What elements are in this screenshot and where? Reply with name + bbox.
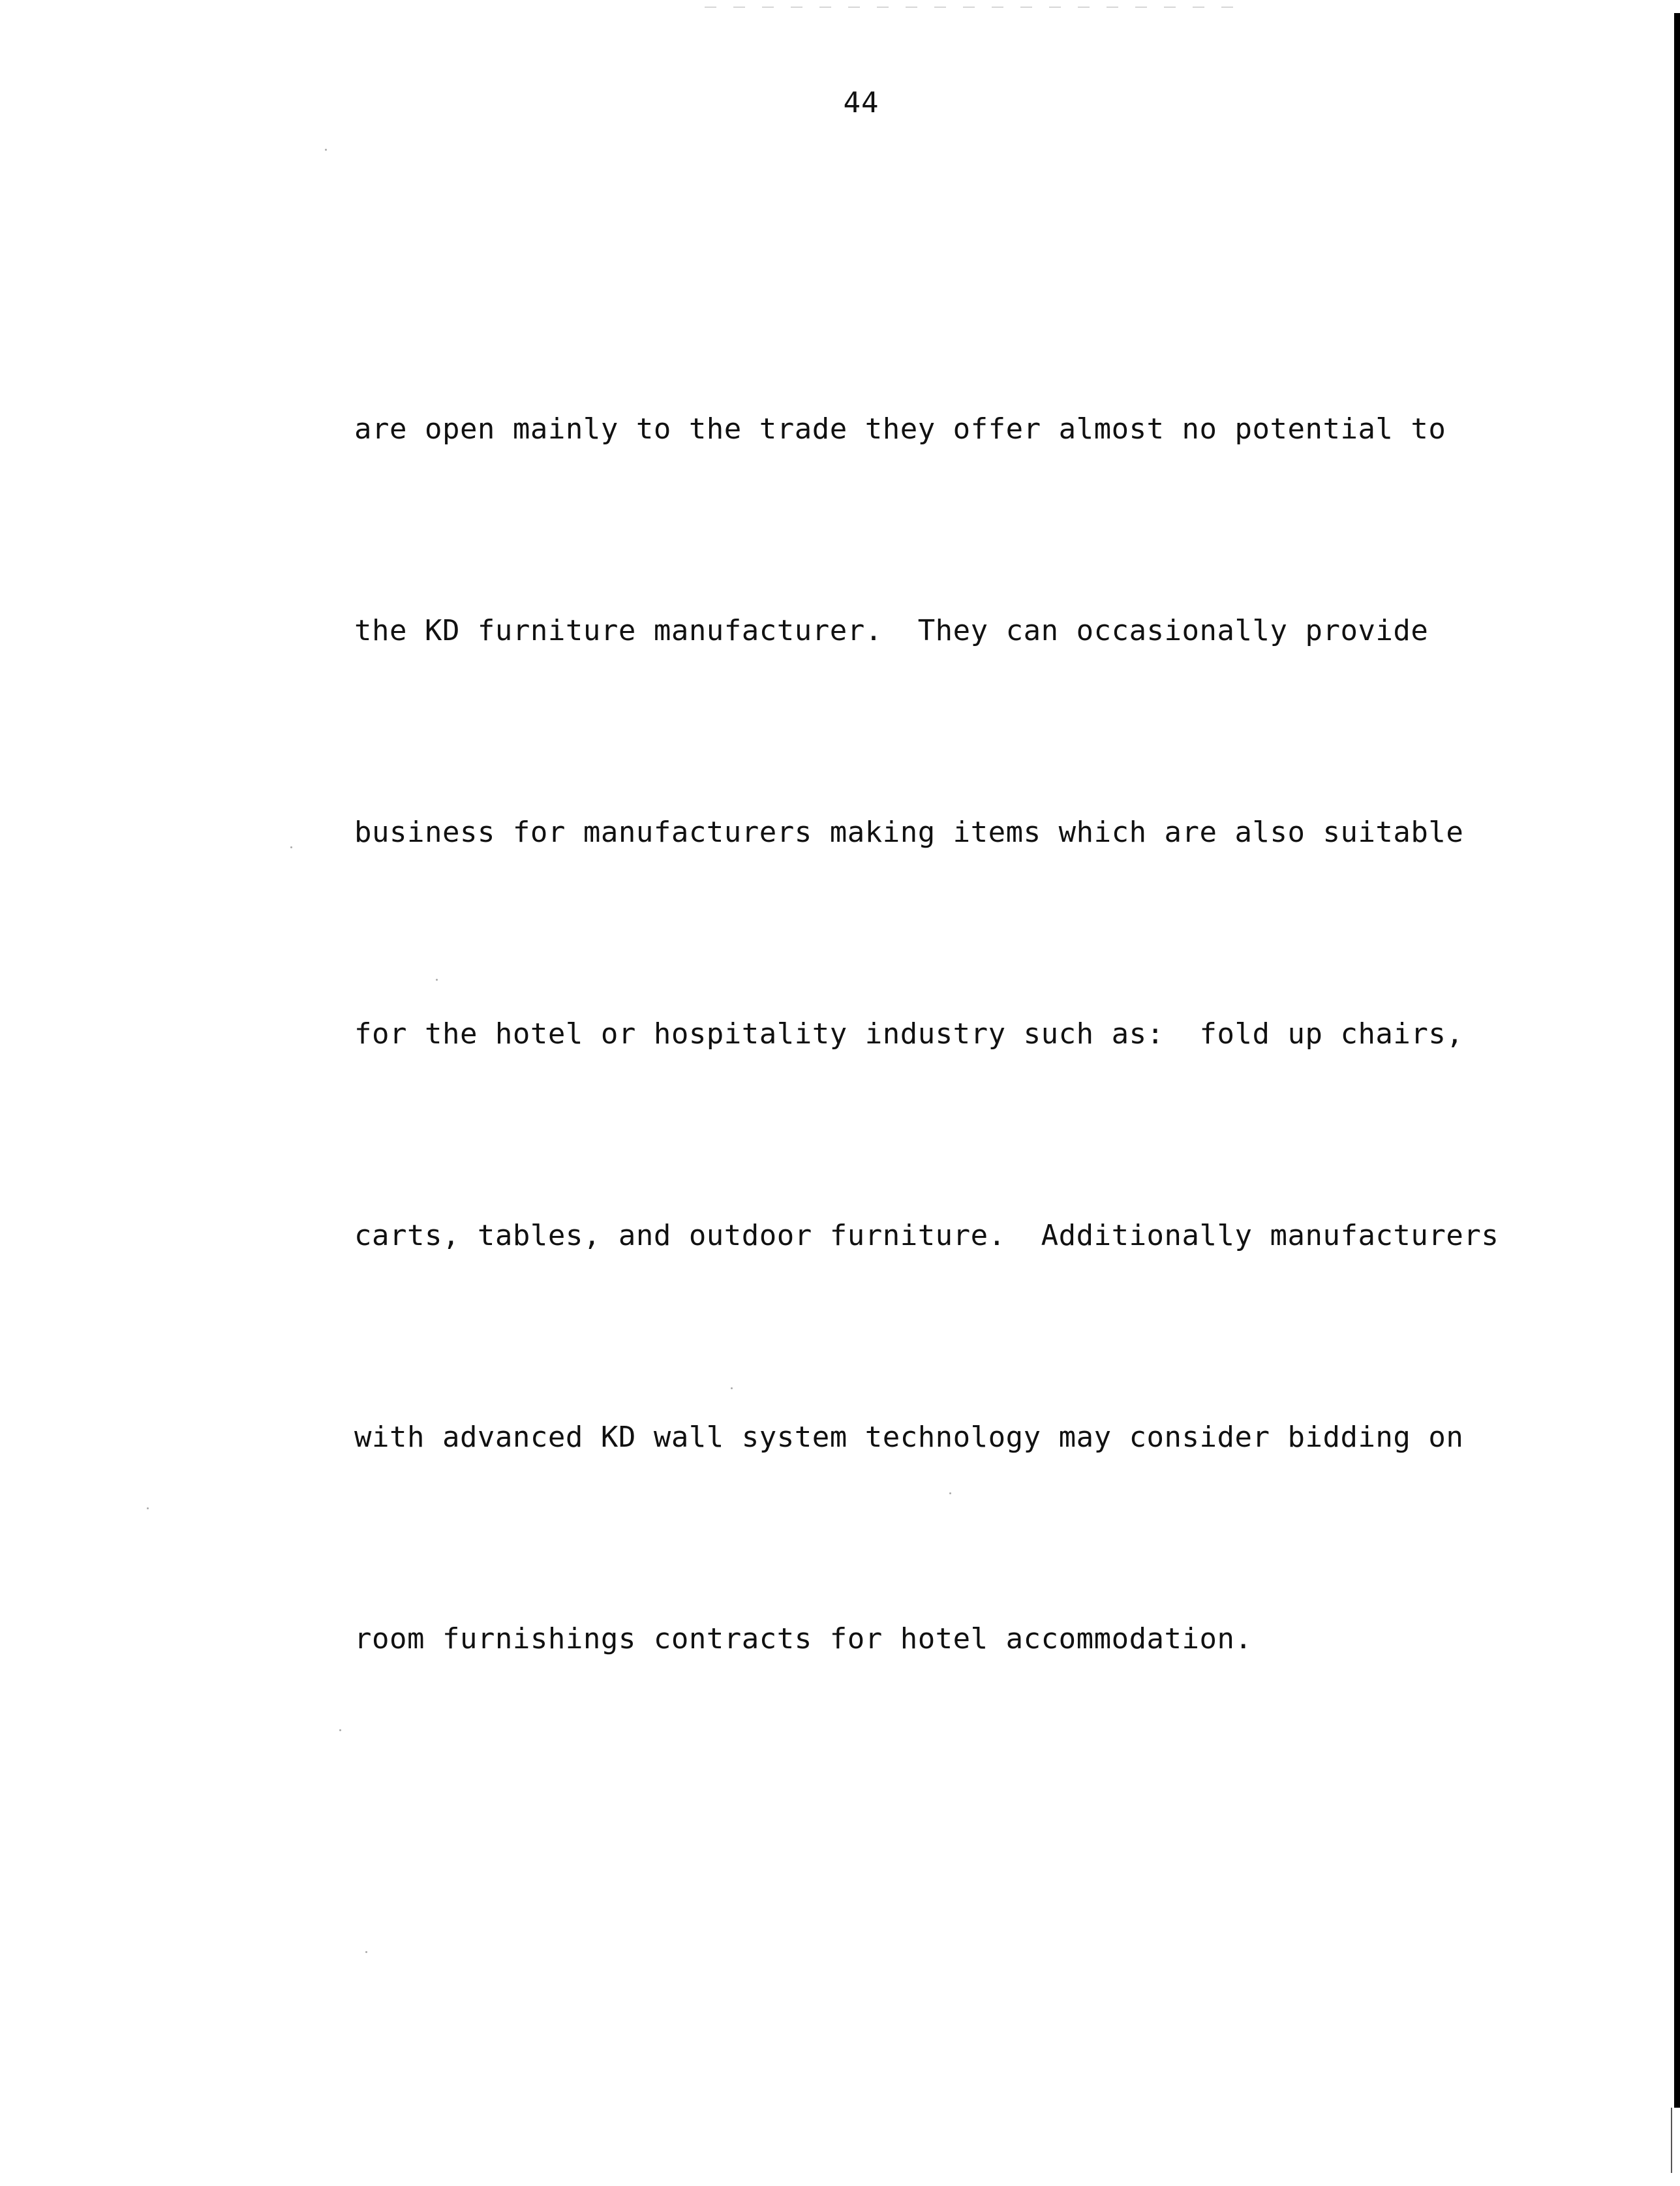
scan-speck <box>365 1951 367 1953</box>
scan-border-edge <box>1671 2108 1672 2173</box>
scan-speck <box>147 1507 149 1509</box>
text-line: for the hotel or hospitality industry such as: fold up chairs, <box>354 1017 1464 1051</box>
text-line: the KD furniture manufacturer. They can occasionally provide <box>354 614 1429 647</box>
body-paragraph <box>354 261 1529 1807</box>
text-line: carts, tables, and outdoor furniture. Additionally manufacturers <box>354 1219 1499 1252</box>
text-line: with advanced KD wall system technology may consider bidding on <box>354 1421 1464 1454</box>
text-line: business for manufacturers making items which are also suitable <box>354 816 1464 849</box>
scan-speck <box>949 1492 951 1494</box>
scan-speck <box>290 846 292 848</box>
text-line: are open mainly to the trade they offer almost no potential to <box>354 412 1446 446</box>
scan-border-edge <box>1674 13 1680 2108</box>
scan-speck <box>436 979 438 981</box>
scan-speck <box>339 1729 341 1731</box>
scan-speck <box>731 1387 733 1389</box>
scan-artifact <box>705 7 1240 8</box>
scan-speck <box>325 149 327 151</box>
page-number: 44 <box>843 86 879 119</box>
text-line: room furnishings contracts for hotel accommodation. <box>354 1622 1253 1655</box>
